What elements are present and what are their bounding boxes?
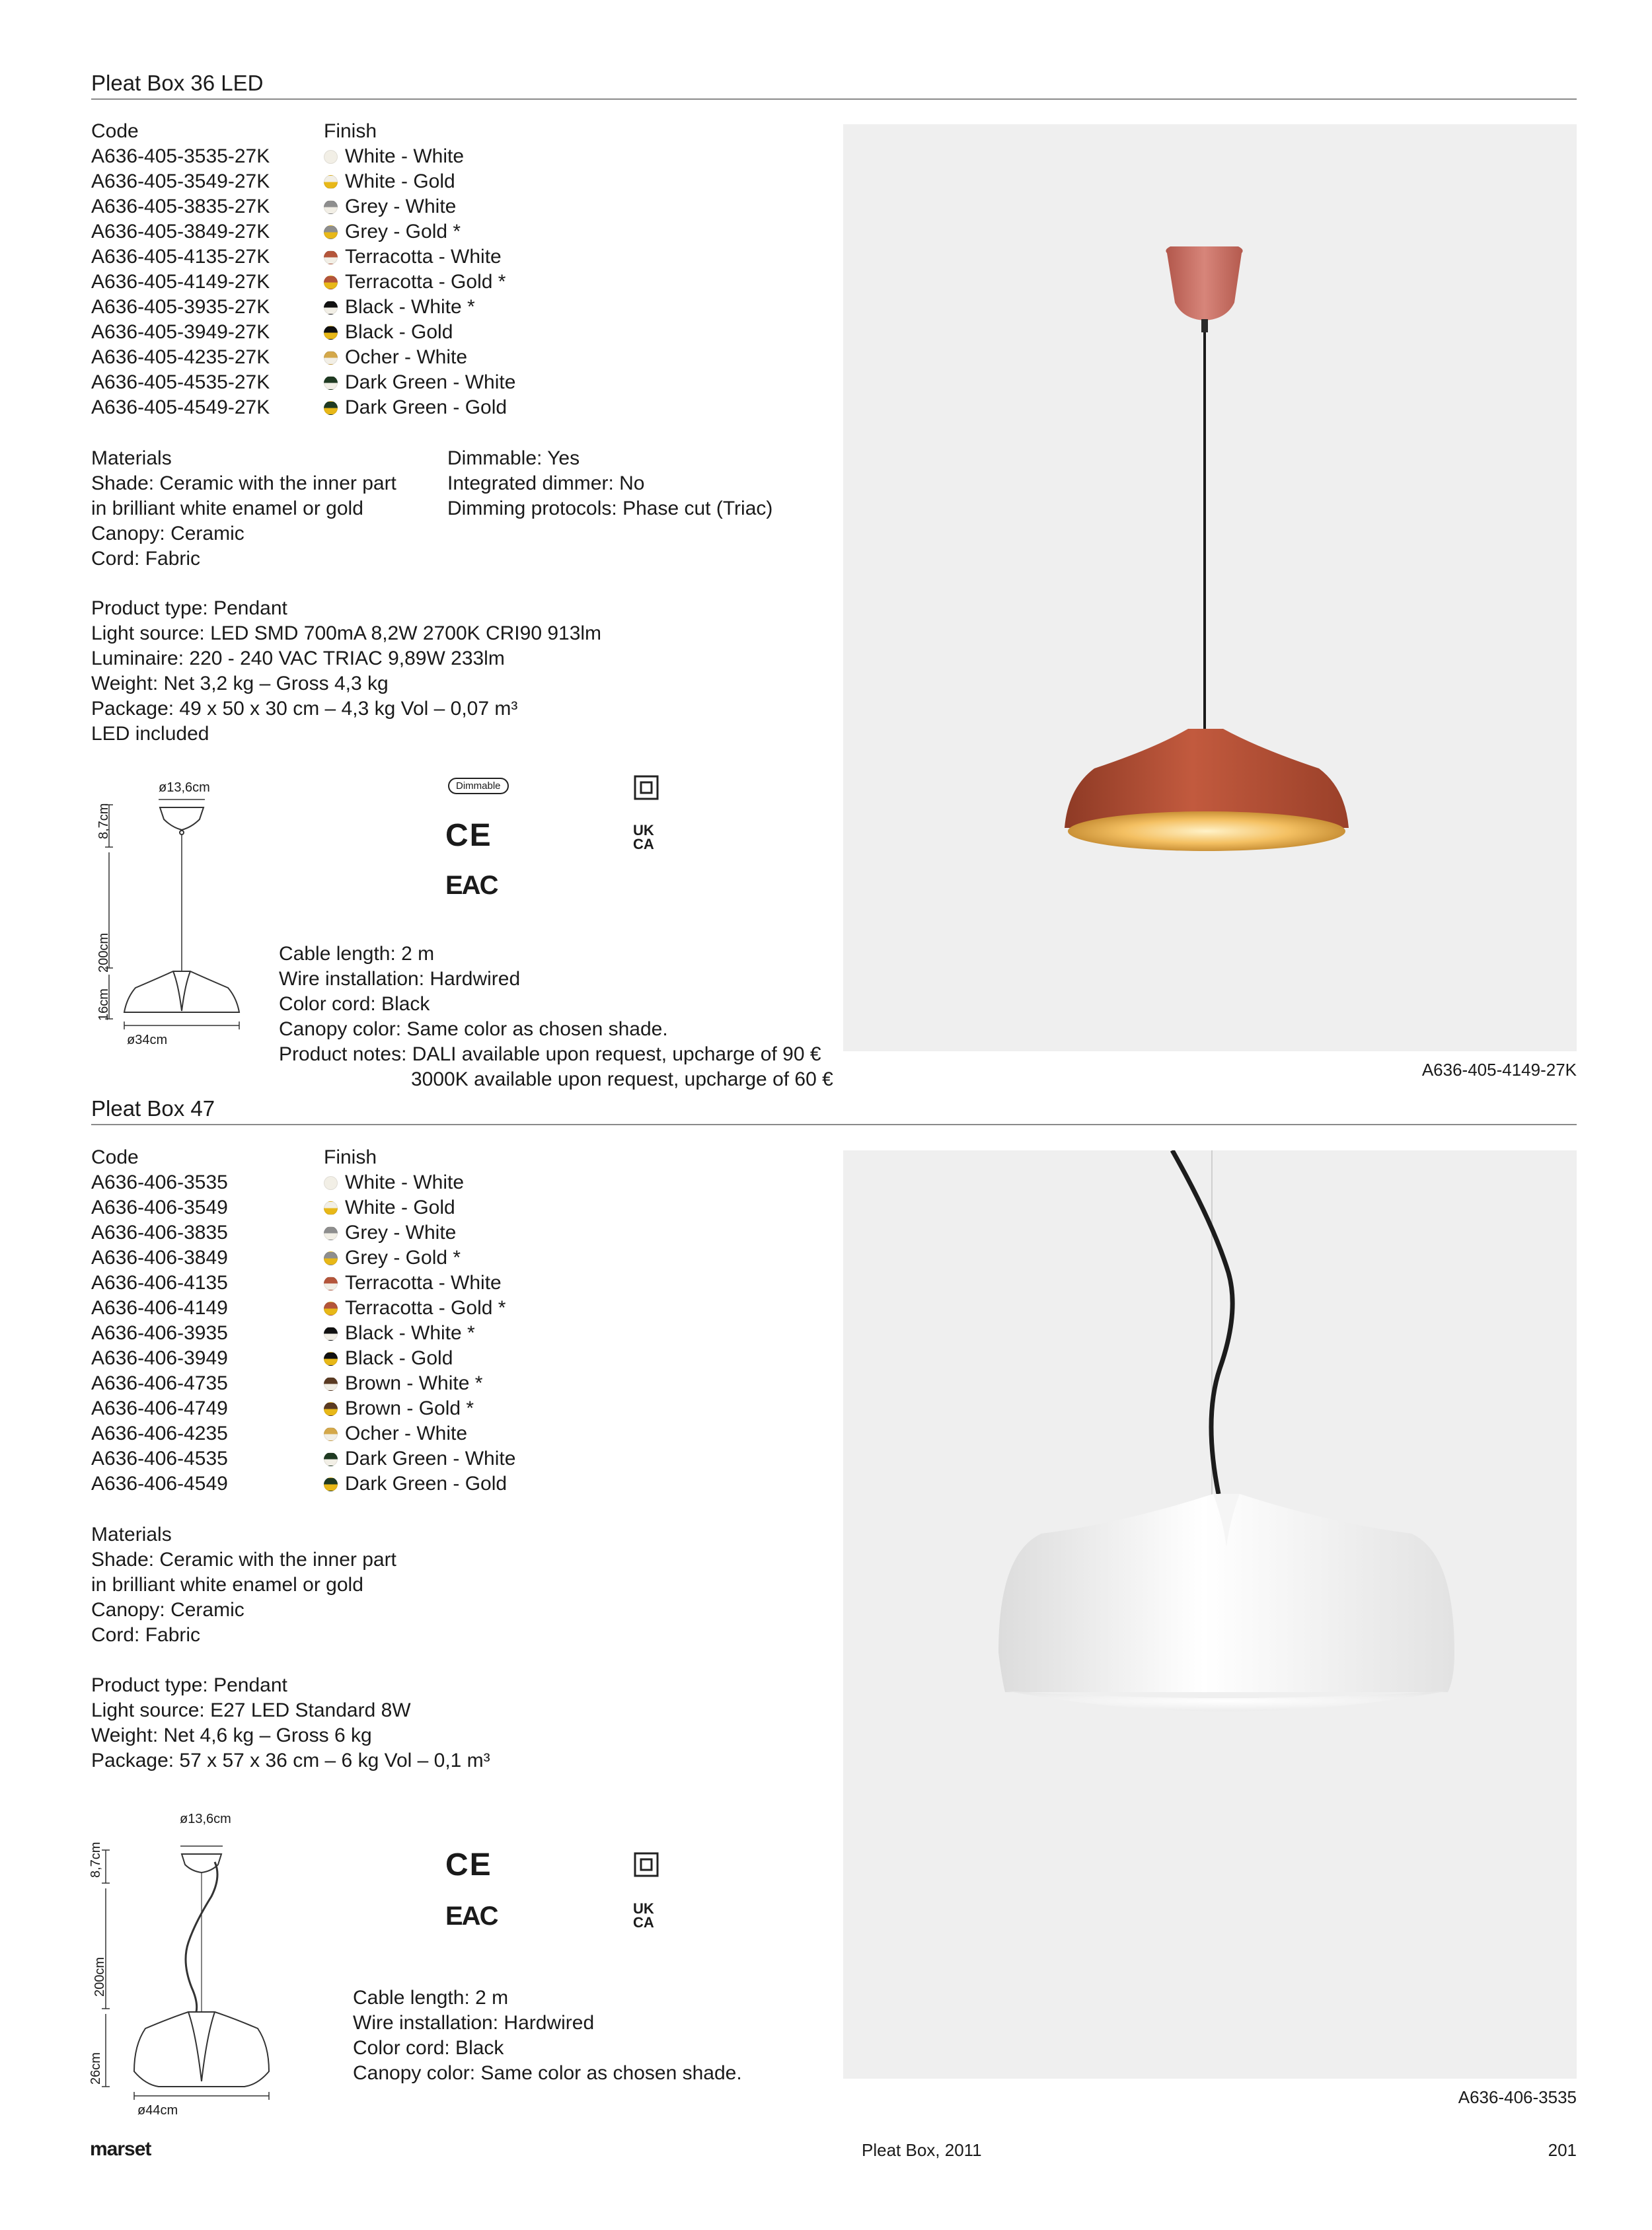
code-item: A636-405-3849-27K <box>91 221 270 242</box>
dimmable-badge: Dimmable <box>448 778 509 794</box>
code-item: A636-406-3935 <box>91 1322 228 1344</box>
finish-label: White - White <box>345 145 465 167</box>
finish-swatch-icon <box>324 1277 338 1290</box>
code-item: A636-406-4735 <box>91 1372 228 1394</box>
finish-label: Grey - Gold * <box>345 221 461 242</box>
finish-item <box>324 1471 515 1497</box>
finish-item <box>324 1446 515 1471</box>
section2-divider <box>91 1124 1577 1125</box>
section1-photo-caption: A636-405-4149-27K <box>1421 1060 1577 1080</box>
code-item: A636-406-4135 <box>91 1272 228 1294</box>
materials-line: Materials <box>91 1524 172 1545</box>
code-item: A636-405-3935-27K <box>91 296 270 318</box>
section2-canopy-height: 8,7cm <box>89 1841 103 1878</box>
note-line: Color cord: Black <box>279 993 430 1015</box>
dimming-line: Integrated dimmer: No <box>447 472 645 494</box>
finish-item <box>324 1371 515 1396</box>
finish-swatch-icon <box>324 1377 338 1391</box>
finish-swatch-icon <box>324 250 338 264</box>
footer-collection: Pleat Box, 2011 <box>862 2140 982 2160</box>
finish-swatch-icon <box>324 1452 338 1466</box>
section1-dimming <box>447 446 772 521</box>
finish-swatch-icon <box>324 1201 338 1215</box>
finish-label: White - Gold <box>345 1197 455 1218</box>
finish-label: Ocher - White <box>345 1423 468 1444</box>
finish-item <box>324 1321 515 1346</box>
spec-line: Weight: Net 4,6 kg – Gross 6 kg <box>91 1725 372 1746</box>
finish-swatch-icon <box>324 351 338 365</box>
finish-item <box>324 345 515 370</box>
finish-swatch-icon <box>324 175 338 189</box>
finish-label: White - Gold <box>345 170 455 192</box>
section2-dimension-drawing <box>83 1810 281 2114</box>
finish-swatch-icon <box>324 1176 338 1190</box>
finish-swatch-icon <box>324 301 338 315</box>
finish-swatch-icon <box>324 401 338 415</box>
spec-line: Package: 49 x 50 x 30 cm – 4,3 kg Vol – 0,07 m³ <box>91 698 518 720</box>
eac-mark-icon: EAC <box>445 871 498 900</box>
code-item: A636-405-4149-27K <box>91 271 270 293</box>
materials-line: Cord: Fabric <box>91 1624 201 1646</box>
finish-swatch-icon <box>324 1226 338 1240</box>
code-item: A636-406-3535 <box>91 1171 228 1193</box>
section2-shade-height: 26cm <box>89 2052 103 2085</box>
ukca-bottom: CA <box>633 1914 654 1931</box>
finish-item <box>324 169 515 194</box>
note-line: Cable length: 2 m <box>353 1987 509 2009</box>
brand-logo: marset <box>90 2138 151 2160</box>
section1-finish-list <box>324 144 515 420</box>
finish-item <box>324 144 515 169</box>
spec-line: Light source: E27 LED Standard 8W <box>91 1699 411 1721</box>
code-item: A636-406-3849 <box>91 1247 228 1269</box>
page-number: 201 <box>1548 2140 1577 2160</box>
code-item: A636-406-4149 <box>91 1297 228 1319</box>
section2-product-photo <box>843 1150 1577 2079</box>
finish-swatch-icon <box>324 376 338 390</box>
finish-swatch-icon <box>324 1302 338 1316</box>
materials-line: Materials <box>91 447 172 469</box>
section1-canopy-height: 8,7cm <box>96 803 111 839</box>
finish-swatch-icon <box>324 1402 338 1416</box>
code-item: A636-406-4235 <box>91 1423 228 1444</box>
finish-label: Terracotta - Gold * <box>345 271 506 293</box>
section1-finish-header: Finish <box>324 120 377 142</box>
note-line: Product notes: DALI available upon request, upcharge of 90 € <box>279 1043 821 1065</box>
materials-line: Cord: Fabric <box>91 548 201 570</box>
spec-line: Package: 57 x 57 x 36 cm – 6 kg Vol – 0,1 m³ <box>91 1750 490 1771</box>
finish-swatch-icon <box>324 1427 338 1441</box>
finish-item <box>324 395 515 420</box>
finish-label: Dark Green - White <box>345 1448 516 1469</box>
finish-swatch-icon <box>324 200 338 214</box>
section1-product-photo <box>843 124 1577 1051</box>
finish-swatch-icon <box>324 1352 338 1366</box>
section1-notes <box>279 942 821 1067</box>
section1-dimension-drawing <box>86 780 258 1057</box>
section2-specs <box>91 1673 490 1773</box>
finish-item <box>324 320 515 345</box>
eac-mark-icon: EAC <box>445 1902 498 1931</box>
ukca-bottom: CA <box>633 836 654 852</box>
code-item: A636-405-3535-27K <box>91 145 270 167</box>
finish-label: Brown - White * <box>345 1372 483 1394</box>
spec-line: LED included <box>91 723 209 745</box>
code-item: A636-406-3549 <box>91 1197 228 1218</box>
finish-label: Black - Gold <box>345 321 453 343</box>
ce-mark-icon: CE <box>445 818 492 853</box>
code-item: A636-406-3835 <box>91 1222 228 1244</box>
section2-cable-length: 200cm <box>93 1956 107 1997</box>
section1-specs <box>91 596 601 747</box>
section1-code-list <box>91 144 270 420</box>
finish-label: White - White <box>345 1171 465 1193</box>
section2-finish-list <box>324 1170 515 1497</box>
finish-item <box>324 1195 515 1220</box>
section2-notes <box>353 1986 742 2086</box>
finish-item <box>324 1421 515 1446</box>
finish-label: Dark Green - White <box>345 371 516 393</box>
class-ii-icon <box>633 1851 659 1878</box>
section1-shade-diameter: ø34cm <box>127 1033 168 1047</box>
section2-finish-header: Finish <box>324 1146 377 1168</box>
spec-line: Light source: LED SMD 700mA 8,2W 2700K CRI90 913lm <box>91 622 602 644</box>
finish-item <box>324 219 515 244</box>
finish-label: Terracotta - White <box>345 1272 502 1294</box>
code-item: A636-405-3949-27K <box>91 321 270 343</box>
finish-swatch-icon <box>324 276 338 289</box>
code-item: A636-406-4549 <box>91 1473 228 1495</box>
dimming-line: Dimmable: Yes <box>447 447 580 469</box>
code-item: A636-406-4749 <box>91 1397 228 1419</box>
section1-divider <box>91 98 1577 100</box>
finish-swatch-icon <box>324 1251 338 1265</box>
finish-label: Brown - Gold * <box>345 1397 474 1419</box>
code-item: A636-406-4535 <box>91 1448 228 1469</box>
ce-mark-icon: CE <box>445 1847 492 1882</box>
note-line: Wire installation: Hardwired <box>353 2012 595 2034</box>
finish-label: Dark Green - Gold <box>345 1473 507 1495</box>
finish-swatch-icon <box>324 225 338 239</box>
section1-canopy-diameter: ø13,6cm <box>159 780 210 795</box>
ukca-top: UK <box>633 822 654 838</box>
spec-line: Weight: Net 3,2 kg – Gross 4,3 kg <box>91 673 389 694</box>
materials-line: Shade: Ceramic with the inner part <box>91 1549 396 1571</box>
finish-swatch-icon <box>324 1327 338 1341</box>
spec-line: Product type: Pendant <box>91 597 287 619</box>
materials-line: Canopy: Ceramic <box>91 1599 244 1621</box>
section1-shade-height: 16cm <box>96 988 111 1021</box>
materials-line: in brilliant white enamel or gold <box>91 498 363 519</box>
finish-item <box>324 194 515 219</box>
finish-item <box>324 1220 515 1245</box>
section2-code-header: Code <box>91 1146 139 1168</box>
finish-label: Terracotta - White <box>345 246 502 268</box>
section2-code-list <box>91 1170 228 1497</box>
finish-swatch-icon <box>324 1477 338 1491</box>
materials-line: Shade: Ceramic with the inner part <box>91 472 396 494</box>
section2-shade-diameter: ø44cm <box>137 2103 178 2118</box>
finish-item <box>324 295 515 320</box>
code-item: A636-405-4549-27K <box>91 396 270 418</box>
finish-item <box>324 1271 515 1296</box>
finish-label: Dark Green - Gold <box>345 396 507 418</box>
finish-label: Grey - White <box>345 1222 457 1244</box>
finish-item <box>324 270 515 295</box>
note-line: Canopy color: Same color as chosen shade. <box>353 2062 742 2084</box>
finish-item <box>324 1346 515 1371</box>
section1-materials <box>91 446 396 572</box>
finish-label: Terracotta - Gold * <box>345 1297 506 1319</box>
section2-title: Pleat Box 47 <box>91 1096 215 1121</box>
note-line: Cable length: 2 m <box>279 943 435 965</box>
spec-line: Product type: Pendant <box>91 1674 287 1696</box>
finish-item <box>324 1296 515 1321</box>
finish-item <box>324 1245 515 1271</box>
section2-photo-caption: A636-406-3535 <box>1458 2087 1577 2107</box>
section1-cable-length: 200cm <box>96 932 111 973</box>
note-line: Wire installation: Hardwired <box>279 968 521 990</box>
finish-label: Black - White * <box>345 296 475 318</box>
finish-swatch-icon <box>324 326 338 340</box>
spec-line: Luminaire: 220 - 240 VAC TRIAC 9,89W 233lm <box>91 648 505 669</box>
finish-item <box>324 1396 515 1421</box>
code-item: A636-405-3835-27K <box>91 196 270 217</box>
section2-canopy-diameter: ø13,6cm <box>180 1812 231 1826</box>
code-item: A636-405-4235-27K <box>91 346 270 368</box>
note-line: Color cord: Black <box>353 2037 504 2059</box>
ukca-top: UK <box>633 1900 654 1917</box>
finish-label: Grey - Gold * <box>345 1247 461 1269</box>
finish-item <box>324 370 515 395</box>
finish-label: Grey - White <box>345 196 457 217</box>
code-item: A636-405-4135-27K <box>91 246 270 268</box>
finish-swatch-icon <box>324 150 338 164</box>
ukca-mark-icon <box>633 823 654 851</box>
section1-notes-continued: 3000K available upon request, upcharge of 60 € <box>411 1068 833 1090</box>
section1-code-header: Code <box>91 120 139 142</box>
finish-label: Black - Gold <box>345 1347 453 1369</box>
materials-line: Canopy: Ceramic <box>91 523 244 544</box>
finish-label: Ocher - White <box>345 346 468 368</box>
note-line: Canopy color: Same color as chosen shade. <box>279 1018 668 1040</box>
finish-label: Black - White * <box>345 1322 475 1344</box>
materials-line: in brilliant white enamel or gold <box>91 1574 363 1596</box>
section2-materials <box>91 1522 396 1648</box>
code-item: A636-405-3549-27K <box>91 170 270 192</box>
section1-title: Pleat Box 36 LED <box>91 71 264 95</box>
dimming-line: Dimming protocols: Phase cut (Triac) <box>447 498 773 519</box>
finish-item <box>324 244 515 270</box>
ukca-mark-icon <box>633 1902 654 1929</box>
class-ii-icon <box>633 774 659 801</box>
code-item: A636-406-3949 <box>91 1347 228 1369</box>
finish-item <box>324 1170 515 1195</box>
code-item: A636-405-4535-27K <box>91 371 270 393</box>
